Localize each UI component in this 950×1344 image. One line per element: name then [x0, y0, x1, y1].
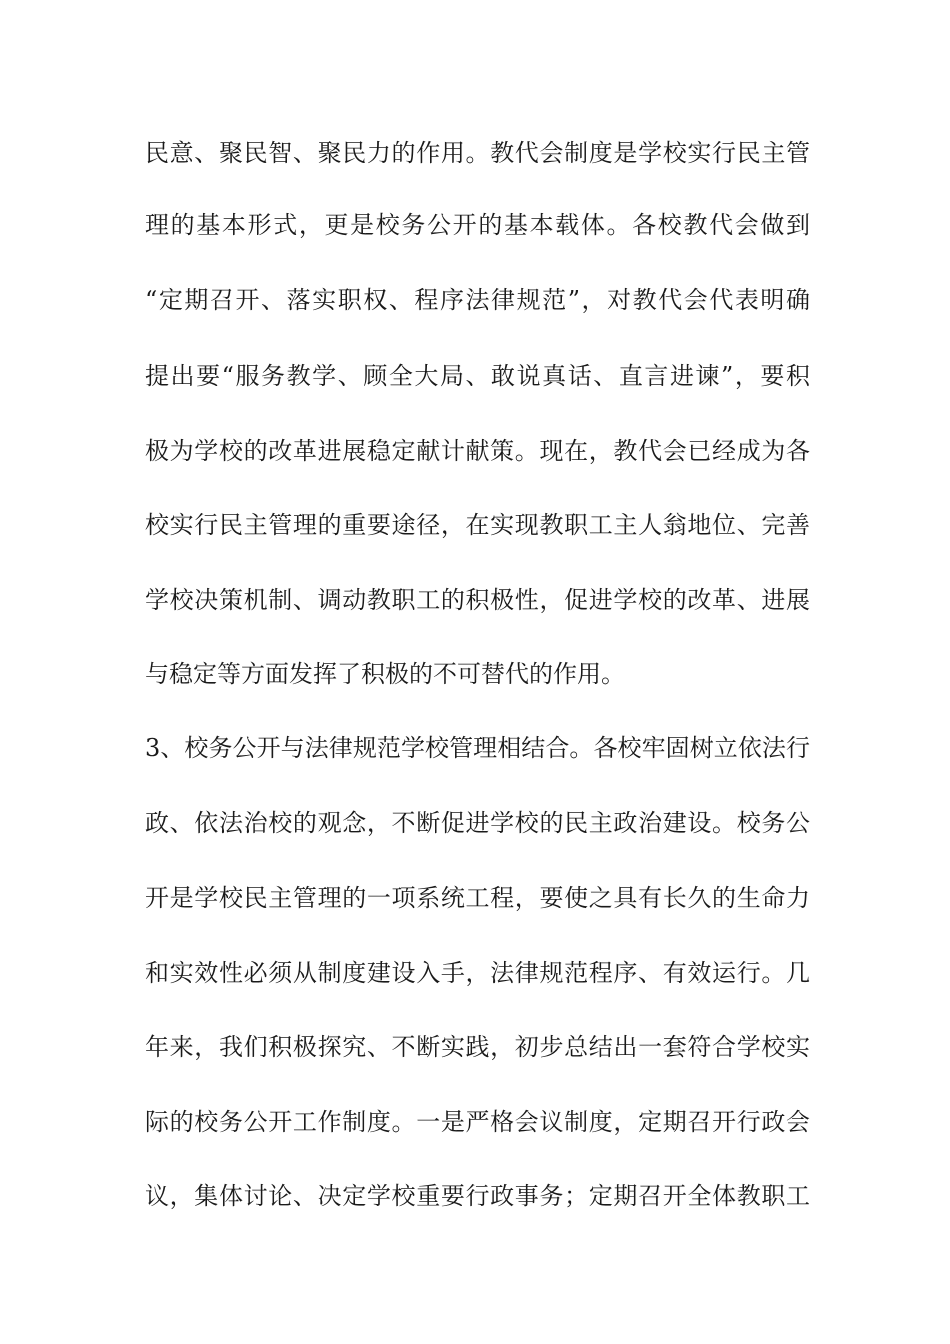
text-line-7: 学校决策机制、调动教职工的积极性，促进学校的改革、进展 [145, 586, 810, 614]
text-line-12: 和实效性必须从制度建设入手，法律规范程序、有效运行。几 [145, 959, 810, 987]
text-line-4: 提出要“服务教学、顾全大局、敢说真话、直言进谏”，要积 [145, 362, 810, 390]
text-line-10: 政、依法治校的观念，不断促进学校的民主政治建设。校务公 [145, 809, 810, 837]
text-line-5: 极为学校的改革进展稳定献计献策。现在，教代会已经成为各 [145, 437, 810, 465]
text-line-6: 校实行民主管理的重要途径，在实现教职工主人翁地位、完善 [145, 511, 810, 539]
text-line-9: 3、校务公开与法律规范学校管理相结合。各校牢固树立依法行 [145, 734, 810, 762]
text-line-14: 际的校务公开工作制度。一是严格会议制度，定期召开行政会 [145, 1108, 810, 1136]
text-line-1: 民意、聚民智、聚民力的作用。教代会制度是学校实行民主管 [145, 139, 810, 167]
text-line-11: 开是学校民主管理的一项系统工程，要使之具有长久的生命力 [145, 884, 810, 912]
text-line-13: 年来，我们积极探究、不断实践，初步总结出一套符合学校实 [145, 1033, 810, 1061]
text-line-15: 议，集体讨论、决定学校重要行政事务；定期召开全体教职工 [145, 1182, 810, 1210]
text-line-3: “定期召开、落实职权、程序法律规范”，对教代会代表明确 [145, 286, 810, 314]
text-line-8: 与稳定等方面发挥了积极的不可替代的作用。 [145, 660, 625, 688]
text-line-2: 理的基本形式，更是校务公开的基本载体。各校教代会做到 [145, 211, 810, 239]
